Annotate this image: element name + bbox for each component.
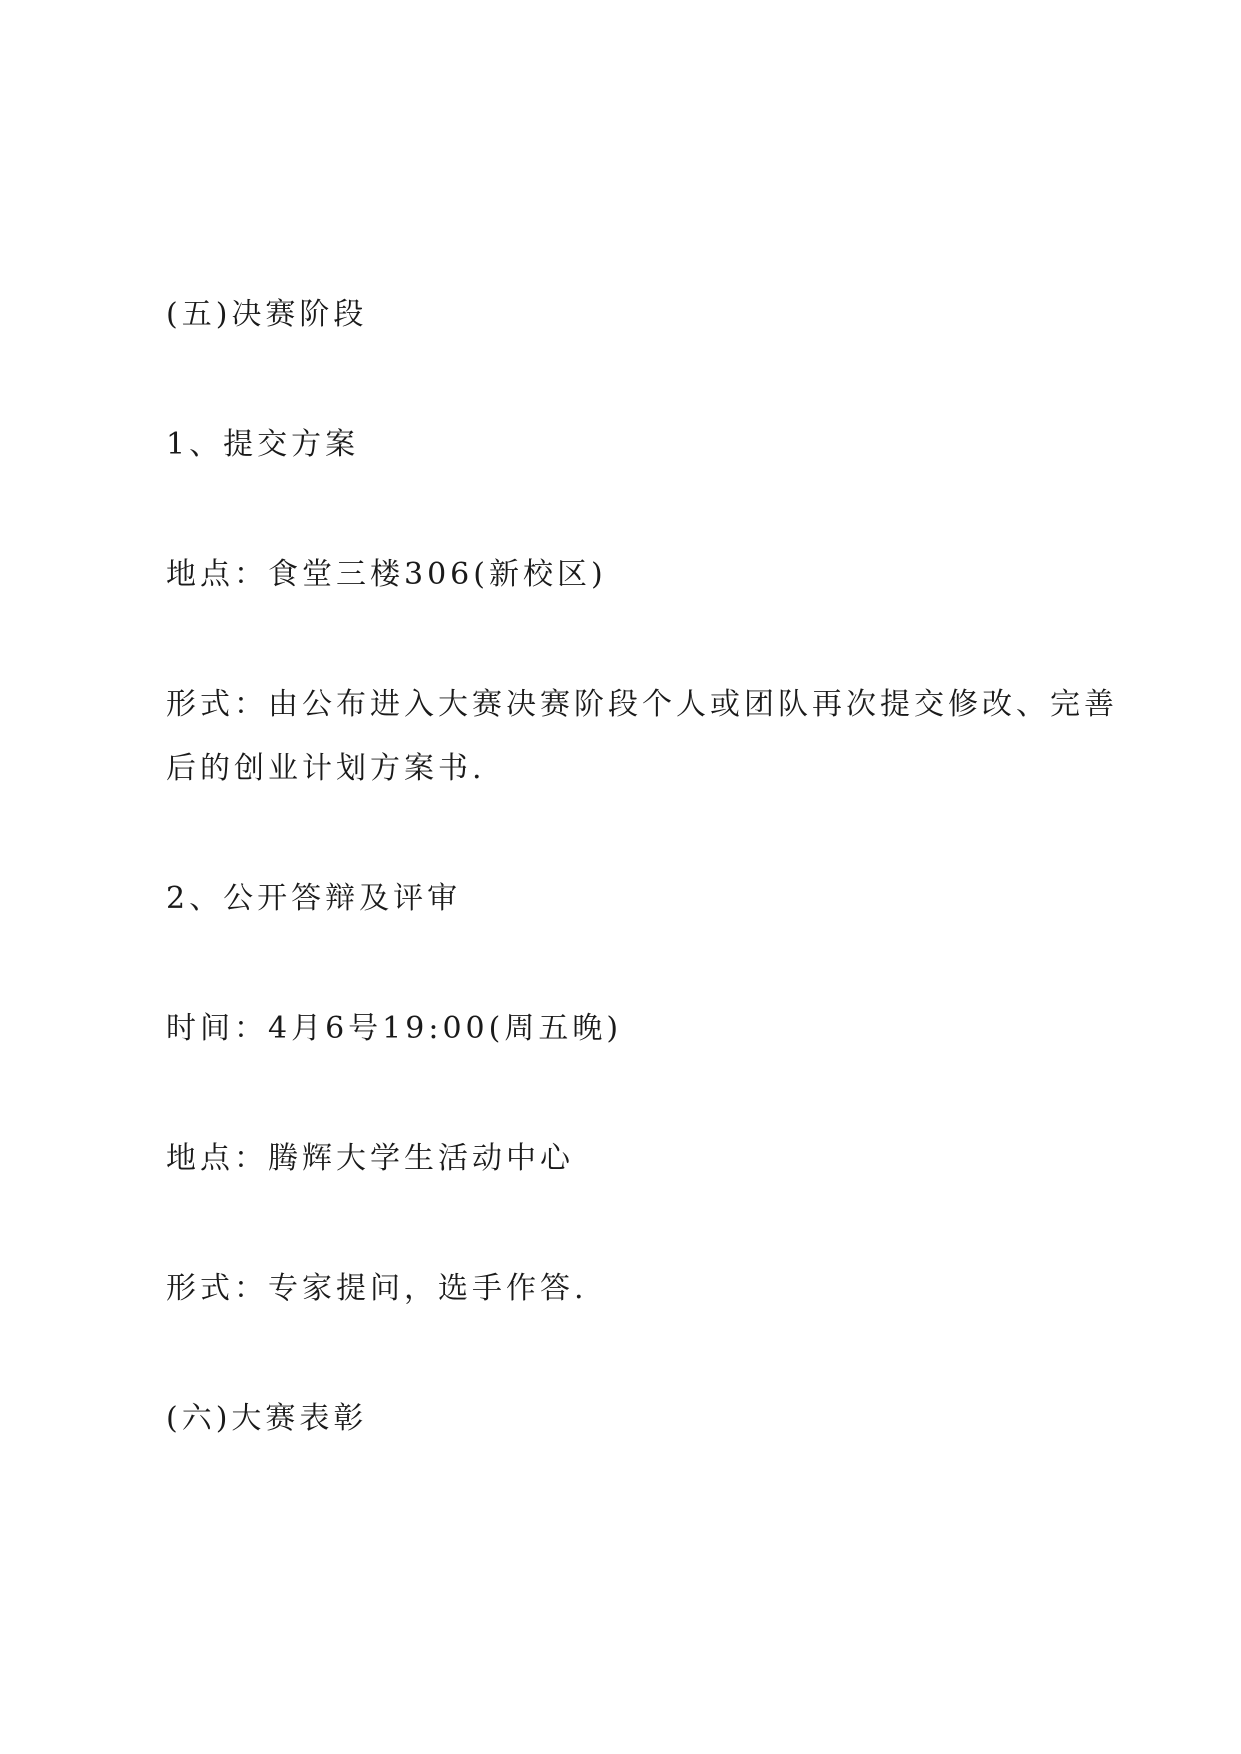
format-line-continued: 后的创业计划方案书. — [166, 751, 486, 786]
time-line: 时间：4月6号19:00(周五晚) — [166, 1011, 623, 1046]
item-heading-public-defense: 2、公开答辩及评审 — [166, 881, 462, 916]
format-line-2: 形式：专家提问，选手作答. — [166, 1271, 588, 1306]
item-heading-submit-plan: 1、提交方案 — [166, 427, 360, 462]
format-line: 形式：由公布进入大赛决赛阶段个人或团队再次提交修改、完善 — [166, 687, 1118, 722]
location-line-2: 地点：腾辉大学生活动中心 — [166, 1141, 574, 1176]
location-line: 地点：食堂三楼306(新校区) — [166, 557, 607, 592]
section-heading-final-stage: (五)决赛阶段 — [166, 297, 368, 332]
section-heading-awards: (六)大赛表彰 — [166, 1401, 368, 1436]
